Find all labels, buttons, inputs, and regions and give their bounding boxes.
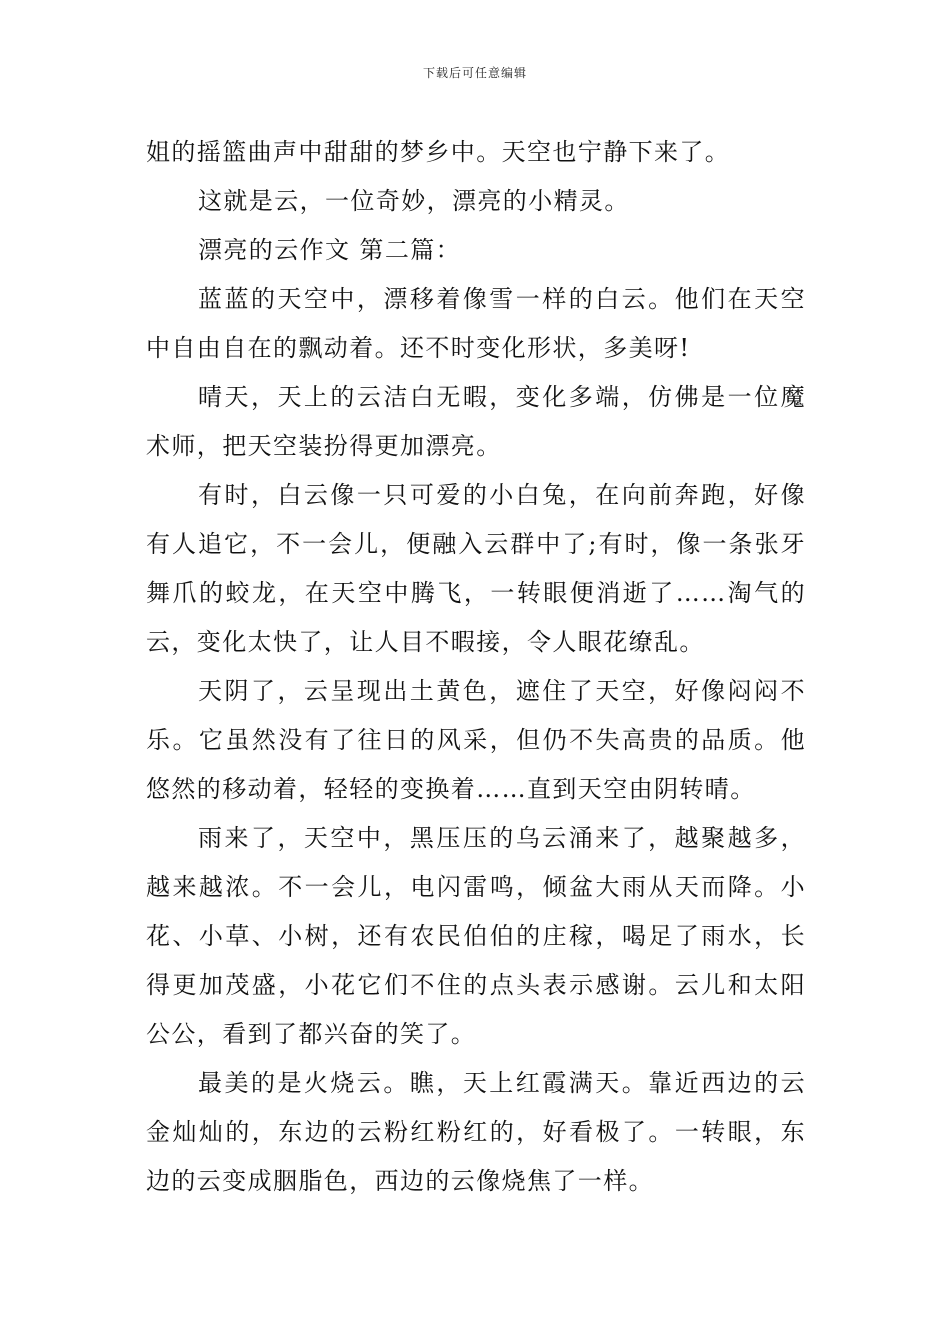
paragraph-intro: 蓝蓝的天空中，漂移着像雪一样的白云。他们在天空中自由自在的飘动着。还不时变化形状，多美呀! (146, 285, 806, 362)
paragraph-sunny: 晴天，天上的云洁白无暇，变化多端，仿佛是一位魔术师，把天空装扮得更加漂亮。 (146, 383, 806, 460)
paragraph-continuation: 姐的摇篮曲声中甜甜的梦乡中。天空也宁静下来了。 (146, 138, 731, 166)
page-header: 下载后可任意编辑 (422, 66, 527, 80)
paragraph-sunset: 最美的是火烧云。瞧，天上红霞满天。靠近西边的云金灿灿的，东边的云粉红粉红的，好看极了。一转眼，东边的云变成胭脂色，西边的云像烧焦了一样。 (146, 1069, 806, 1195)
paragraph-cloudy: 天阴了，云呈现出土黄色，遮住了天空，好像闷闷不乐。它虽然没有了往日的风采，但仍不失高贵的品质。他悠然的移动着，轻轻的变换着……直到天空由阴转晴。 (146, 677, 806, 803)
section-title: 漂亮的云作文 第二篇： (198, 236, 462, 264)
paragraph-shapes: 有时，白云像一只可爱的小白兔，在向前奔跑，好像有人追它，不一会儿，便融入云群中了;有时，像一条张牙舞爪的蛟龙，在天空中腾飞，一转眼便消逝了……淘气的云，变化太快了，让人目不暇接，令人眼花缭乱。 (146, 481, 806, 656)
paragraph-summary: 这就是云，一位奇妙，漂亮的小精灵。 (198, 187, 630, 215)
document-body (146, 128, 806, 1206)
paragraph-rain: 雨来了，天空中，黑压压的乌云涌来了，越聚越多，越来越浓。不一会儿，电闪雷鸣，倾盆大雨从天而降。小花、小草、小树，还有农民伯伯的庄稼，喝足了雨水，长得更加茂盛，小花它们不住的点头表示感谢。云儿和太阳公公，看到了都兴奋的笑了。 (146, 824, 806, 1048)
